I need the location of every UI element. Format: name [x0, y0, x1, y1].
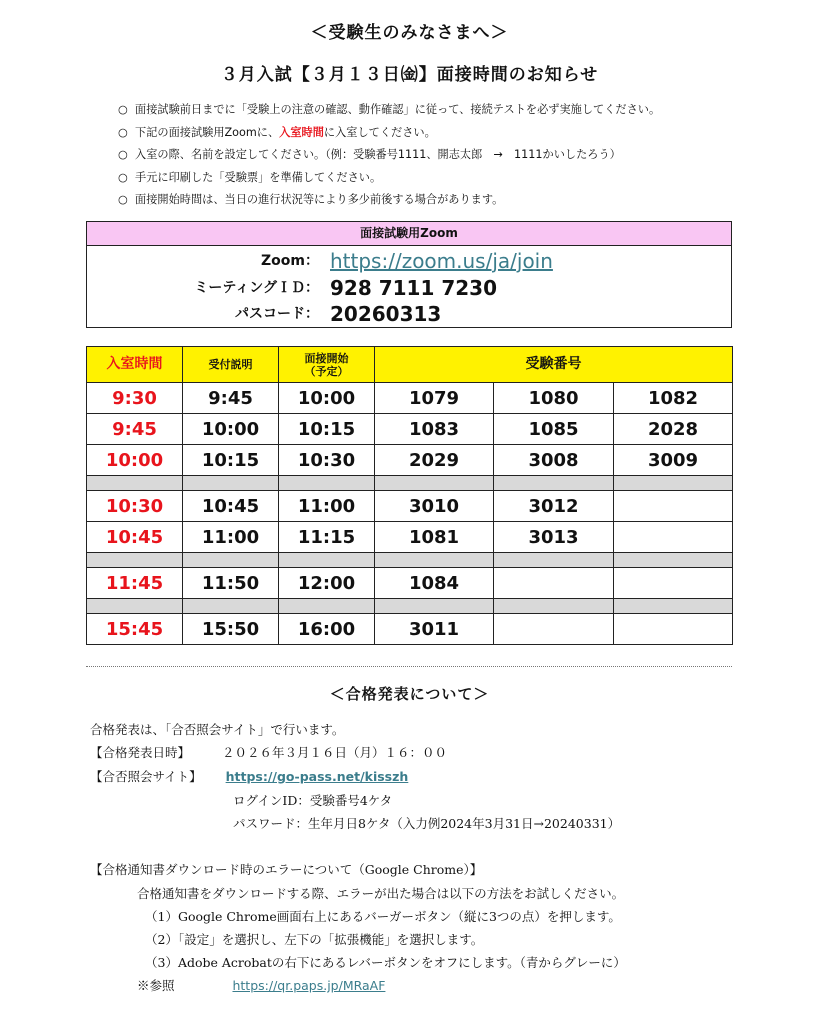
download-intro: 合格通知書をダウンロードする際、エラーが出た場合は以下の方法をお試しください。 [137, 886, 625, 901]
passcode-label: パスコード： [235, 306, 319, 322]
note-item: ○ 入室の際、名前を設定してください。（例：受験番号1111、開志太郎 → 1111かいしたろう） [118, 148, 621, 162]
passcode-row [87, 300, 731, 328]
note-item: ○ 下記の面接試験用Zoomに、入室時間に入室してください。 [118, 125, 436, 139]
header-entry-time: 入室時間 [87, 347, 183, 383]
table-row: 11:45 11:50 12:00 1084 [87, 568, 733, 599]
section-divider [86, 666, 732, 667]
results-date-label: 【合格発表日時】 [90, 745, 191, 760]
header-reception: 受付説明 [183, 347, 279, 383]
reference-row [137, 976, 385, 994]
page-subtitle: ３月入試【３月１３日㈮】面接時間のお知らせ [220, 65, 599, 85]
meeting-id-value: 928 7111 7230 [330, 276, 498, 300]
results-date-value: ２０２６年３月１６日（月）１６：００ [221, 745, 447, 760]
results-title: ＜合格発表について＞ [329, 685, 490, 703]
spacer-row [87, 553, 733, 568]
spacer-row [87, 476, 733, 491]
download-error-heading: 【合格通知書ダウンロード時のエラーについて（Google Chrome）】 [90, 862, 483, 877]
note-item: ○ 面接開始時間は、当日の進行状況等により多少前後する場合があります。 [118, 193, 504, 207]
meeting-id-row [87, 274, 731, 302]
download-step: （1）Google Chrome画面右上にあるバーガーボタン（縦に3つの点）を押します。 [145, 909, 621, 924]
note-item: ○ 手元に印刷した「受験票」を準備してください。 [118, 170, 382, 184]
table-row: 10:00 10:15 10:30 2029 3008 3009 [87, 445, 733, 476]
results-site-label: 【合否照会サイト】 [90, 769, 202, 784]
header-exam-numbers: 受験番号 [375, 347, 733, 383]
download-step: （3）Adobe Acrobatの右下にあるレバーボタンをオフにします。（青からグレーに） [145, 955, 626, 970]
table-row: 15:45 15:50 16:00 3011 [87, 614, 733, 645]
passcode-value: 20260313 [330, 302, 442, 326]
note-item: ○ 面接試験前日までに「受験上の注意の確認、動作確認」に従って、接続テストを必ず実施してください。 [118, 103, 661, 116]
zoom-info-box [86, 221, 732, 328]
results-site-link[interactable]: https://go-pass.net/kisszh [225, 769, 409, 784]
download-step: （2）「設定」を選択し、左下の「拡張機能」を選択します。 [145, 932, 484, 947]
zoom-url-link[interactable]: https://zoom.us/ja/join [330, 249, 553, 273]
table-row: 10:45 11:00 11:15 1081 3013 [87, 522, 733, 553]
meeting-id-label: ミーティングＩＤ： [194, 280, 319, 296]
spacer-row [87, 599, 733, 614]
notes-list [118, 99, 660, 212]
header-interview-start: 面接開始 （予定） [279, 347, 375, 383]
results-site-row [90, 767, 408, 785]
table-row: 9:30 9:45 10:00 1079 1080 1082 [87, 383, 733, 414]
zoom-url-row [87, 247, 731, 275]
login-id-info: ログインID：受験番号4ケタ [233, 793, 393, 808]
schedule-table [86, 346, 733, 645]
results-date-row [90, 743, 447, 761]
entry-time-highlight: 入室時間 [279, 125, 324, 139]
zoom-heading: 面接試験用Zoom [87, 222, 731, 246]
reference-link[interactable]: https://qr.paps.jp/MRaAF [232, 978, 386, 993]
zoom-url-label: Zoom： [261, 253, 319, 269]
page-title: ＜受験生のみなさまへ＞ [310, 23, 509, 43]
table-row: 10:30 10:45 11:00 3010 3012 [87, 491, 733, 522]
results-intro: 合格発表は、「合否照会サイト」で行います。 [90, 722, 345, 737]
reference-label: ※参照 [137, 978, 175, 993]
password-info: パスワード：生年月日8ケタ（入力例2024年3月31日→20240331） [233, 816, 621, 831]
table-row: 9:45 10:00 10:15 1083 1085 2028 [87, 414, 733, 445]
schedule-header-row [87, 347, 733, 383]
